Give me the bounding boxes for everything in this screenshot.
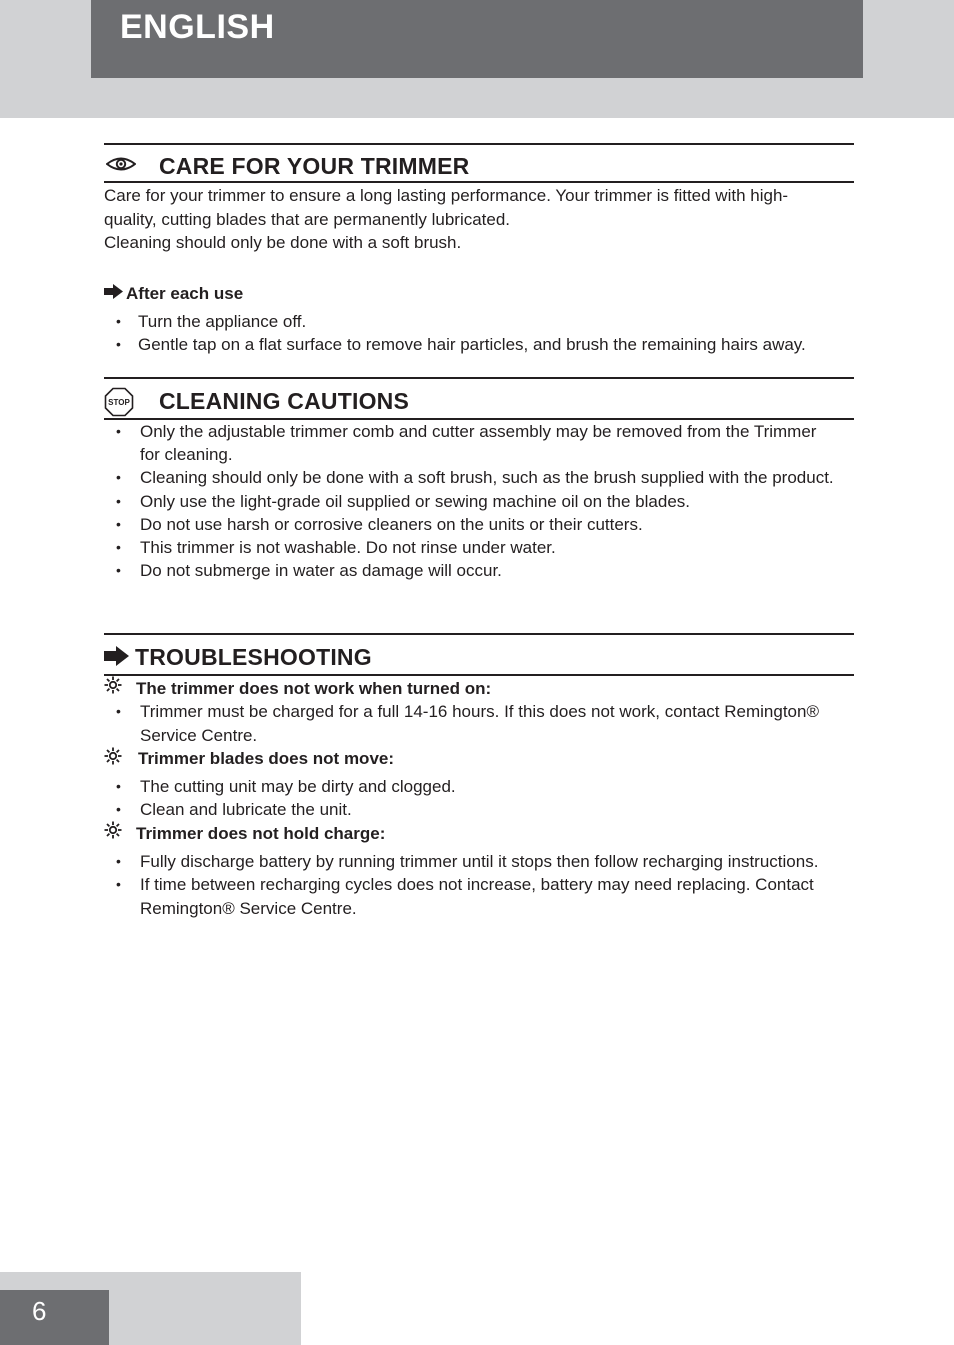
page-number-tab: [0, 1290, 109, 1345]
problem-heading-text: Trimmer blades does not move:: [138, 749, 395, 769]
cautions-list: [104, 420, 839, 582]
after-use-list: [104, 310, 824, 356]
language-tab: [91, 0, 863, 78]
sun-icon: [104, 821, 134, 845]
problem-solutions: [104, 700, 824, 746]
problem-solutions: [104, 775, 854, 821]
problem-heading-text: Trimmer does not hold charge:: [136, 823, 386, 843]
list-item: • Clean and lubricate the unit.: [104, 798, 854, 821]
list-item: • Do not submerge in water as damage will occur.: [104, 559, 839, 582]
list-item: • Cleaning should only be done with a soft brush, such as the brush supplied with the product.: [104, 466, 839, 489]
care-section-title: CARE FOR YOUR TRIMMER: [159, 153, 470, 179]
list-item: • Turn the appliance off.: [104, 310, 824, 333]
cautions-section-title: CLEANING CAUTIONS: [159, 387, 410, 414]
sun-icon: [104, 747, 136, 771]
eye-icon: [106, 156, 136, 177]
care-brush-note: Cleaning should only be done with a soft brush.: [104, 233, 462, 252]
sun-icon: [104, 676, 134, 700]
after-use-title: After each use: [126, 283, 244, 303]
troubleshooting-title: TROUBLESHOOTING: [135, 644, 372, 671]
arrow-right-icon: [104, 646, 129, 671]
list-item: • The cutting unit may be dirty and clogged.: [104, 775, 854, 798]
list-item: • Trimmer must be charged for a full 14-16 hours. If this does not work, contact Remington® Service Centre.: [104, 700, 824, 746]
list-item: • This trimmer is not washable. Do not rinse under water.: [104, 536, 839, 559]
care-section-header: [104, 143, 854, 183]
list-item: • Fully discharge battery by running trimmer until it stops then follow recharging instructions.: [104, 850, 824, 873]
list-item: • If time between recharging cycles does not increase, battery may need replacing. Contact Remington® Service Centre.: [104, 873, 824, 919]
care-intro-text: Care for your trimmer to ensure a long lasting performance. Your trimmer is fitted with high-quality, cutting blades that are permanently lubricated.: [104, 186, 789, 229]
page-content: [104, 143, 854, 920]
list-item: • Only use the light-grade oil supplied or sewing machine oil on the blades.: [104, 490, 839, 513]
svg-text:STOP: STOP: [108, 397, 130, 407]
page-number: 6: [32, 1296, 47, 1326]
cautions-section-header: [104, 377, 854, 420]
problem-heading: [104, 747, 854, 771]
list-item: • Gentle tap on a flat surface to remove hair particles, and brush the remaining hairs away.: [104, 333, 824, 356]
problem-heading: [104, 676, 854, 700]
after-use-heading: [104, 282, 854, 305]
arrow-right-icon: [104, 282, 124, 305]
list-item: • Only the adjustable trimmer comb and cutter assembly may be removed from the Trimmer for cleaning.: [104, 420, 839, 466]
troubleshooting-section-header: [104, 633, 854, 676]
language-title: ENGLISH: [120, 8, 275, 46]
list-item: • Do not use harsh or corrosive cleaners on the units or their cutters.: [104, 513, 839, 536]
problem-heading: [104, 821, 854, 845]
stop-icon: [104, 387, 134, 422]
problem-solutions: [104, 850, 824, 920]
problem-heading-text: The trimmer does not work when turned on:: [136, 678, 492, 698]
